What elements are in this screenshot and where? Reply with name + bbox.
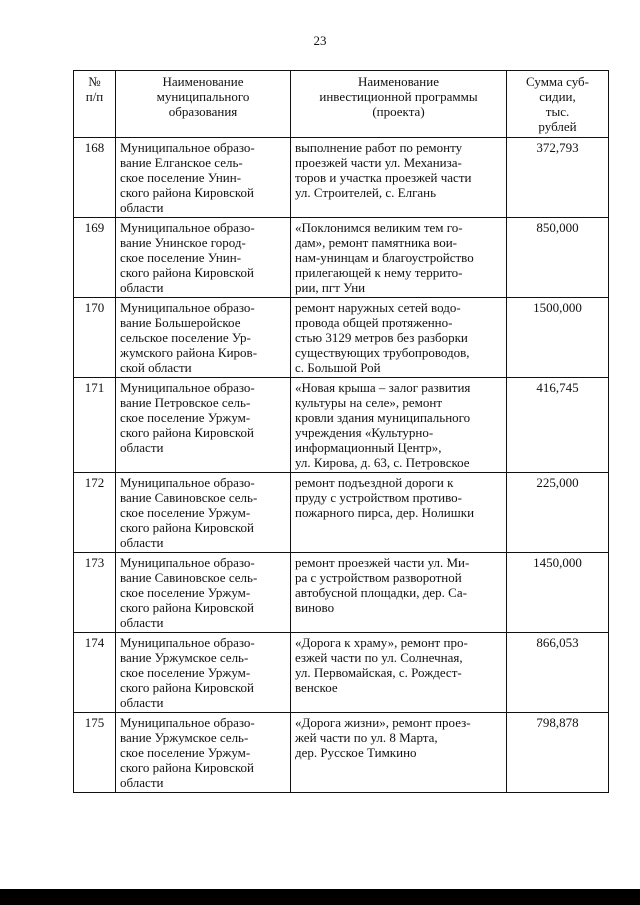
row-sum: 850,000 [507,218,609,298]
table-row [74,633,609,713]
row-program: выполнение работ по ремонту проезжей части ул. Механиза- торов и участка проезжей части ул. Строителей, с. Елгань [291,138,507,218]
row-number: 175 [74,713,116,793]
table-row [74,378,609,473]
row-sum: 866,053 [507,633,609,713]
table-row [74,138,609,218]
row-municipality: Муниципальное образо- вание Елганское сель- ское поселение Унин- ского района Кировской области [116,138,291,218]
row-program: ремонт подъездной дороги к пруду с устройством противо- пожарного пирса, дер. Нолишки [291,473,507,553]
row-number: 173 [74,553,116,633]
row-municipality: Муниципальное образо- вание Уржумское сель- ское поселение Уржум- ского района Кировской области [116,633,291,713]
row-program: «Поклонимся великим тем го- дам», ремонт памятника вои- нам-унинцам и благоустройство прилегающей к нему террито- рии, пгт Уни [291,218,507,298]
row-municipality: Муниципальное образо- вание Унинское город- ское поселение Унин- ского района Кировской области [116,218,291,298]
row-program: ремонт проезжей части ул. Ми- ра с устройством разворотной автобусной площадки, дер. Са- виново [291,553,507,633]
row-sum: 225,000 [507,473,609,553]
row-municipality: Муниципальное образо- вание Савиновское сель- ское поселение Уржум- ского района Кировской области [116,553,291,633]
table-row [74,473,609,553]
header-number: № п/п [74,71,116,138]
row-number: 171 [74,378,116,473]
row-number: 174 [74,633,116,713]
header-program: Наименование инвестиционной программы (проекта) [291,71,507,138]
row-program: «Дорога к храму», ремонт про- езжей части по ул. Солнечная, ул. Первомайская, с. Рождест- венское [291,633,507,713]
row-sum: 1500,000 [507,298,609,378]
table-header [74,71,609,138]
row-sum: 798,878 [507,713,609,793]
table-row [74,218,609,298]
row-municipality: Муниципальное образо- вание Петровское сель- ское поселение Уржум- ского района Кировской области [116,378,291,473]
table-row [74,713,609,793]
header-sum: Сумма суб- сидии, тыс. рублей [507,71,609,138]
table-row [74,553,609,633]
row-sum: 372,793 [507,138,609,218]
row-municipality: Муниципальное образо- вание Уржумское сель- ское поселение Уржум- ского района Кировской области [116,713,291,793]
row-municipality: Муниципальное образо- вание Савиновское сель- ское поселение Уржум- ского района Кировской области [116,473,291,553]
row-program: «Дорога жизни», ремонт проез- жей части по ул. 8 Марта, дер. Русское Тимкино [291,713,507,793]
row-number: 170 [74,298,116,378]
page-number: 23 [313,33,327,48]
row-municipality: Муниципальное образо- вание Большеройское сельское поселение Ур- жумского района Киров- ской области [116,298,291,378]
row-program: ремонт наружных сетей водо- провода общей протяженно- стью 3129 метров без разборки существующих трубопроводов, с. Большой Рой [291,298,507,378]
table-row [74,298,609,378]
scan-edge-bar [0,889,640,905]
row-number: 172 [74,473,116,553]
row-sum: 416,745 [507,378,609,473]
row-number: 169 [74,218,116,298]
row-sum: 1450,000 [507,553,609,633]
row-program: «Новая крыша – залог развития культуры на селе», ремонт кровли здания муниципального учреждения «Культурно- информационный Центр», ул. Кирова, д. 63, с. Петровское [291,378,507,473]
row-number: 168 [74,138,116,218]
table-body [74,138,609,793]
subsidy-table [73,70,609,793]
header-municipality: Наименование муниципального образования [116,71,291,138]
